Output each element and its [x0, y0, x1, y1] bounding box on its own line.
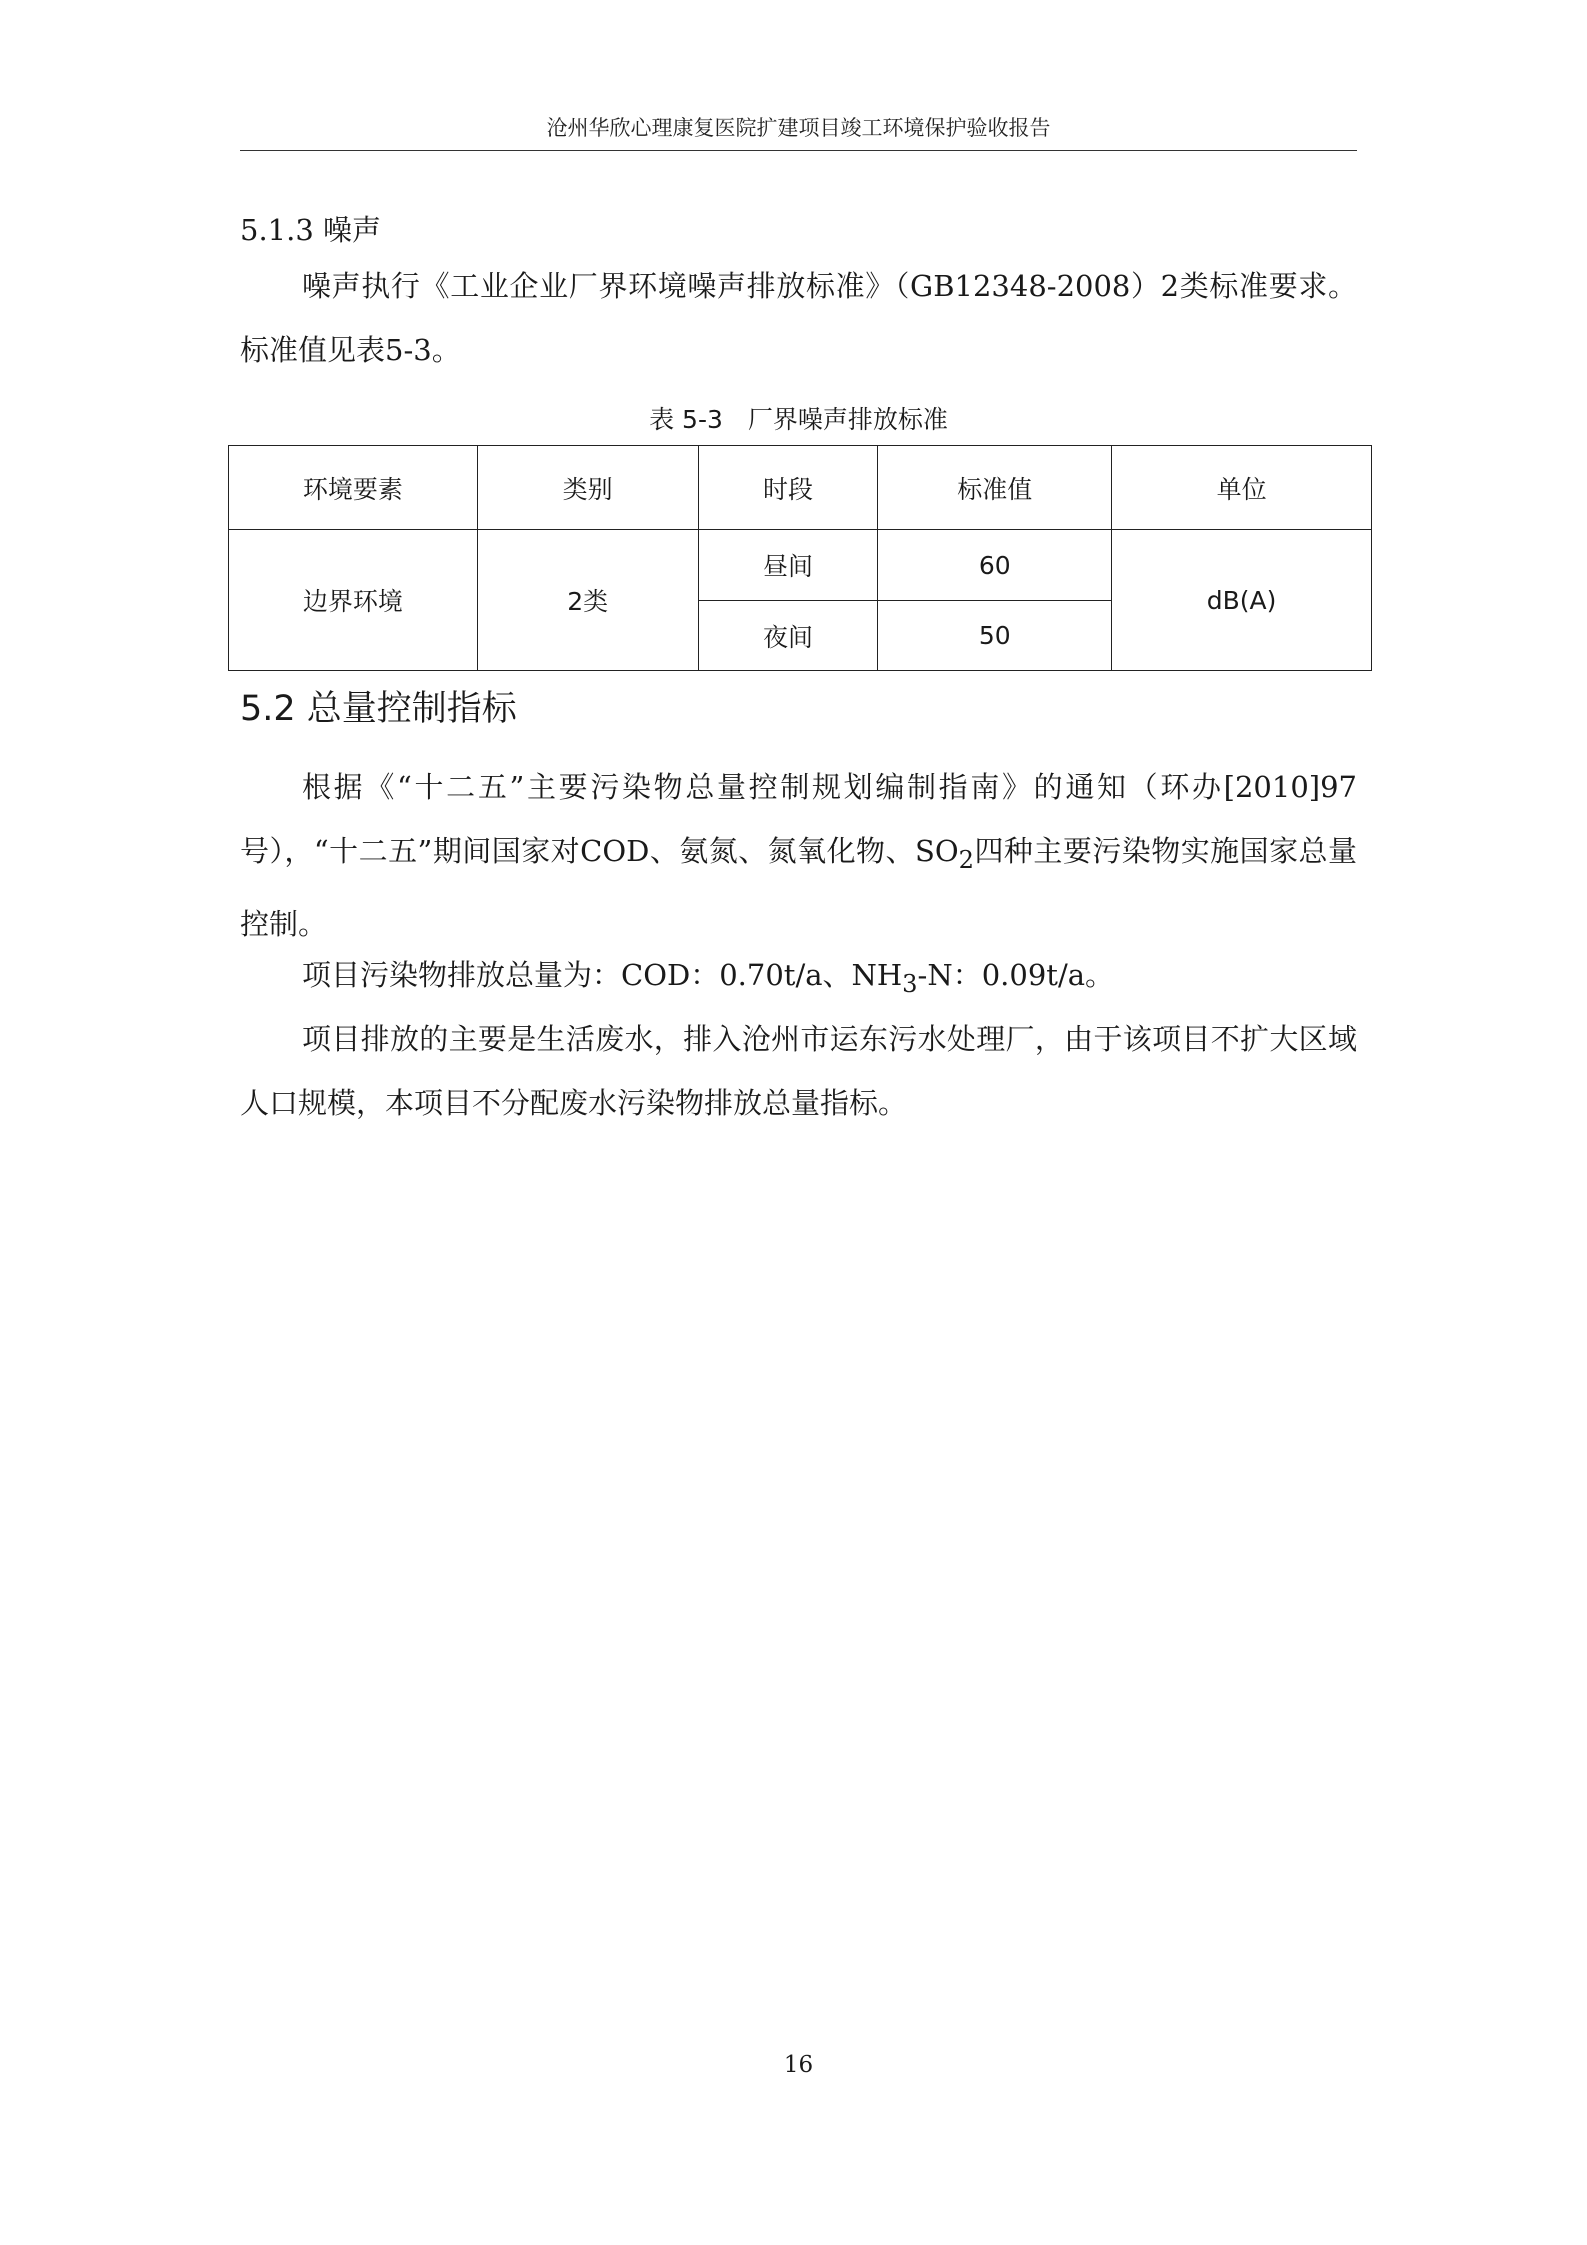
paragraph-text: -N：0.09t/a。: [917, 958, 1115, 992]
emission-total-paragraph: [240, 943, 1357, 1016]
header-cell: 类别: [477, 446, 698, 530]
value-cell: 60: [878, 530, 1112, 601]
page-header: 沧州华欣心理康复医院扩建项目竣工环境保护验收报告: [546, 116, 1051, 140]
unit-cell: dB(A): [1112, 530, 1372, 671]
table-caption: 表 5-3 厂界噪声排放标准: [649, 405, 948, 434]
paragraph-text: 项目污染物排放总量为：COD：0.70t/a、NH: [302, 958, 903, 992]
header-cell: 环境要素: [229, 446, 478, 530]
paragraph-text: 根据《“十二五”主要污染物总量控制规划编制指南》的通知（环办[2010]97号），“十二五”期间国家对COD、氨氮、氮氧化物、SO: [240, 770, 1357, 868]
paragraph-text: 四种主要污染物实施国家总量控制。: [240, 834, 1357, 941]
section-heading-52: 5.2 总量控制指标: [240, 689, 517, 729]
header-rule: [240, 150, 1357, 151]
period-cell: 昼间: [698, 530, 878, 601]
header-cell: 时段: [698, 446, 878, 530]
value-cell: 50: [878, 601, 1112, 671]
subscript: 3: [902, 969, 918, 998]
subscript: 2: [958, 845, 974, 874]
wastewater-paragraph: 项目排放的主要是生活废水，排入沧州市运东污水处理厂，由于该项目不扩大区域人口规模，本项目不分配废水污染物排放总量指标。: [240, 1022, 1357, 1120]
table-header-row: [229, 446, 1372, 530]
noise-standard-table: [228, 445, 1372, 671]
noise-standard-paragraph: 噪声执行《工业企业厂界环境噪声排放标准》（GB12348-2008）2类标准要求。标准值见表5-3。: [240, 269, 1357, 367]
total-control-paragraph: [240, 755, 1357, 956]
header-cell: 标准值: [878, 446, 1112, 530]
element-cell: 边界环境: [229, 530, 478, 671]
category-cell: 2类: [477, 530, 698, 671]
header-cell: 单位: [1112, 446, 1372, 530]
section-heading-513: 5.1.3 噪声: [240, 213, 382, 247]
table-row: [229, 530, 1372, 601]
page-number: 16: [783, 2052, 814, 2078]
period-cell: 夜间: [698, 601, 878, 671]
